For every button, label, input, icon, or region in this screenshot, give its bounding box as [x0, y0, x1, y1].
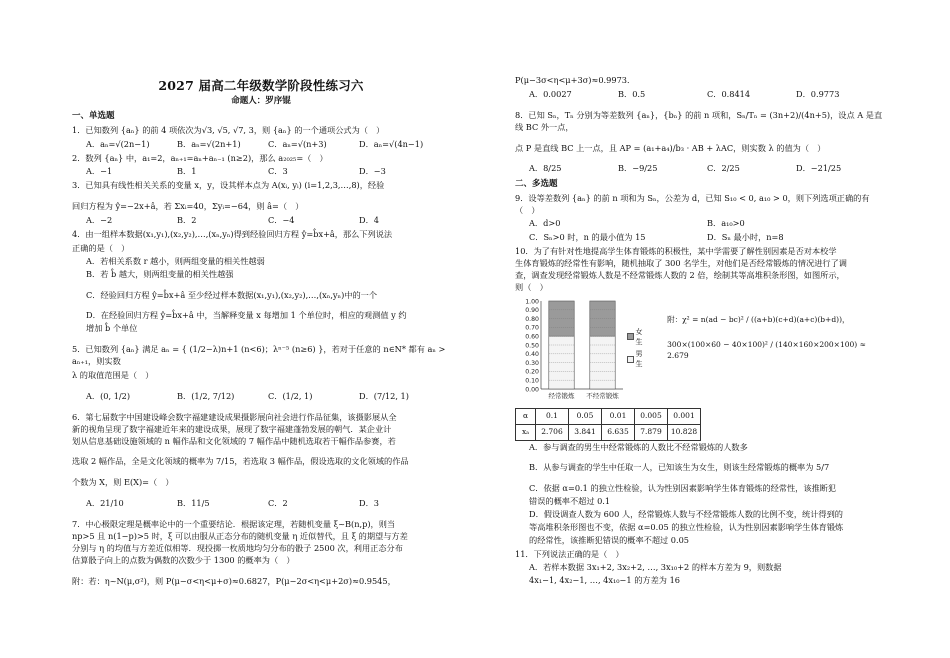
y-tick-label: 0.50 [525, 342, 539, 350]
question-6-line-1: 6．第七届数字中国建设峰会数字福建建设成果摄影展向社会进行作品征集，该摄影展从全 [72, 411, 397, 422]
legend-label-female: 女生 [635, 327, 643, 346]
x-category-label: 不经常锻炼 [586, 391, 619, 400]
question-6-line-5: 个数为 X，则 E(X)=（ ） [72, 477, 174, 488]
y-tick-label: 0.70 [525, 324, 539, 332]
option-b: B．a₁₀>0 [707, 218, 745, 229]
x-category-label: 经常锻炼 [548, 391, 575, 400]
question-7-continuation: P(μ−3σ<η<μ+3σ)≈0.9973． [515, 75, 636, 85]
question-3-line-2: 回归方程为 ŷ=−2x+â，若 Σxᵢ=40，Σyᵢ=−64，则 â=（ ） [72, 201, 304, 212]
table-cell: 0.001 [668, 408, 701, 424]
table-cell: 7.879 [635, 424, 668, 440]
option-a: A．0.0027 [529, 88, 572, 99]
y-tick-label: 0.40 [525, 350, 539, 358]
y-tick-label: 0.60 [525, 333, 539, 341]
question-6-line-3: 划从信息基础设施领域的 n 幅作品和文化领域的 7 幅作品中随机选取若干幅作品参赛，若 [72, 435, 396, 446]
question-7-line-4: 估算骰子向上的点数为偶数的次数少于 1300 的概率为（ ） [72, 554, 295, 565]
option-b: B．aₙ=√(2n+1) [177, 138, 241, 149]
y-tick-label: 1.00 [525, 298, 539, 306]
question-9-line-2: （ ） [515, 204, 540, 215]
table-row [516, 408, 701, 424]
option-c: C．−4 [268, 215, 295, 226]
y-tick-label: 0.90 [525, 306, 539, 314]
section-single-choice: 一、单选题 [72, 111, 115, 122]
y-tick-label: 0.30 [525, 359, 539, 367]
option-d: D．aₙ=√(4n−1) [359, 138, 424, 149]
question-7-line-1: 7．中心极限定理是概率论中的一个重要结论．根据该定理，若随机变量 ξ~B(n,p)，则当 [72, 519, 396, 530]
question-8-options [515, 163, 885, 175]
author-line: 命题人：罗序锟 [231, 96, 291, 107]
table-cell: 10.828 [668, 424, 701, 440]
question-2: 2．数列 {aₙ} 中，a₁=2，aₙ₊₁=aₙ+aₙ₋₁ (n≥2)，那么 a₂₀₂₅=（ ） [72, 152, 328, 163]
question-1-options [72, 139, 450, 151]
question-10-line-3: 查，调查发现经常锻炼人数是不经常锻炼人数的 2 倍，绘制其等高堆积条形图，如图所示， [515, 270, 845, 280]
question-10-option-b: B．从参与调查的学生中任取一人，已知该生为女生，则该生经常锻炼的概率为 5/7 [529, 462, 830, 473]
question-4-option-d-line-1: D．在经验回归方程 ŷ=b̂x+â 中，当解释变量 x 每增加 1 个单位时，相应的观测值 y 约 [86, 310, 407, 321]
option-a: A．aₙ=√(2n−1) [86, 138, 150, 149]
question-10-line-1: 10．为了有针对性地提高学生体育锻炼的积极性，某中学需要了解性别因素是否对本校学 [515, 246, 837, 257]
option-b: B．−9/25 [618, 163, 658, 174]
question-4-option-b: B．若 b̂ 越大，则两组变量的相关性越强 [86, 268, 234, 279]
question-5-options [72, 391, 450, 403]
legend-swatch-male [627, 356, 634, 363]
table-cell: 2.706 [536, 424, 569, 440]
question-3-options [72, 215, 450, 227]
question-8-line-1: 8．已知 Sₙ，Tₙ 分别为等差数列 {aₙ}，{bₙ} 的前 n 项和，Sₙ/Tₙ = (3n+2)/(4n+5)，设点 A 是直线 BC 外一点， [515, 109, 883, 132]
option-b: B．11/5 [177, 498, 210, 509]
option-b: B．0.5 [618, 88, 646, 99]
question-4-option-c: C．经验回归方程 ŷ=b̂x+â 至少经过样本数据(x₁,y₁),(x₂,y₂),…,(xₙ,yₙ)中的一个 [86, 289, 378, 300]
question-3-line-1: 3．已知具有线性相关关系的变量 x，y，设其样本点为 A(xᵢ, yᵢ) (i=1,2,3,…,8)，经验 [72, 180, 385, 191]
question-1: 1．已知数列 {aₙ} 的前 4 项依次为√3, √5, √7, 3，则 {aₙ} 的一个通项公式为（ ） [72, 124, 385, 135]
question-11-option-a-line-1: A．若样本数据 3x₁+2, 3x₂+2, …, 3x₁₀+2 的样本方差为 9，则数据 [529, 561, 782, 572]
right-column [515, 0, 885, 658]
question-4-option-d-line-2: 增加 b̂ 个单位 [86, 323, 138, 334]
question-7-line-5: 附：若：η~N(μ,σ²)，则 P(μ−σ<η<μ+σ)≈0.6827，P(μ−2σ<η<μ+2σ)≈0.9545， [72, 575, 396, 586]
table-cell: 6.635 [602, 424, 635, 440]
option-b: B．(1/2, 7/12) [177, 390, 235, 401]
question-7-options [515, 89, 885, 101]
question-4-option-a: A．若相关系数 r 越小，则两组变量的相关性越弱 [86, 255, 265, 266]
question-4-line-2: 正确的是（ ） [72, 242, 130, 253]
question-6-line-4: 选取 2 幅作品，全是文化领域的概率为 7/15，若选取 3 幅作品，假设选取的文化领域的作品 [72, 456, 409, 467]
chi-square-formula [667, 315, 885, 362]
legend-label-male: 男生 [635, 350, 643, 369]
y-tick-label: 0.80 [525, 315, 539, 323]
document-title: 2027 届高二年级数学阶段性练习六 [158, 78, 364, 93]
question-10-option-a: A．参与调查的男生中经常锻炼的人数比不经常锻炼的人数多 [529, 441, 748, 452]
option-c: C．2/25 [707, 163, 740, 174]
option-a: A．−1 [86, 166, 113, 177]
question-9-options-cd [515, 232, 885, 244]
legend-item-male [627, 349, 650, 369]
y-tick-label: 0.00 [525, 386, 539, 394]
option-b: B．2 [177, 215, 197, 226]
question-4-line-1: 4．由一组样本数据(x₁,y₁),(x₂,y₂),…,(xₙ,yₙ)得到经验回归方程 ŷ=b̂x+â，那么下列说法 [72, 228, 393, 239]
question-5-line-2: λ 的取值范围是（ ） [72, 370, 154, 380]
question-6-options [72, 498, 450, 510]
legend-item-female [627, 327, 650, 347]
critical-value-table [515, 408, 701, 441]
question-9-options-ab [515, 218, 885, 230]
question-10-option-d-line-3: 的经常性，该推断犯错误的概率不超过 0.05 [529, 534, 690, 545]
table-cell: 0.05 [569, 408, 602, 424]
formula-definition: 附：χ² = n(ad − bc)² / ((a+b)(c+d)(a+c)(b+d))， [667, 314, 850, 324]
stacked-bar-chart [515, 297, 625, 405]
question-10-option-c-line-1: C．依据 α=0.1 的独立性检验，认为性别因素影响学生体育锻炼的经常性，该推断犯 [529, 483, 837, 494]
question-10-option-c-line-2: 错误的概率不超过 0.1 [529, 496, 611, 507]
option-d: D．Sₙ 最小时，n=8 [707, 232, 784, 243]
legend-swatch-female [627, 333, 634, 340]
option-a: A．21/10 [86, 498, 124, 509]
option-a: A．(0, 1/2) [86, 390, 131, 401]
table-row [516, 424, 701, 440]
question-10-option-d-line-2: 等高堆积条形图也不变，依据 α=0.05 的独立性检验，认为性别因素影响学生体育锻炼 [529, 521, 844, 532]
option-d: D．4 [359, 215, 379, 226]
option-d: D．3 [359, 498, 379, 509]
option-c: C．(1/2, 1) [268, 390, 313, 401]
question-7-line-3: 分别与 η 的均值与方差近似相等．现投掷一枚质地均匀分布的骰子 2500 次，利用正态分布 [72, 542, 403, 553]
question-5-line-1: 5．已知数列 {aₙ} 满足 aₙ = { (1/2−λ)n+1 (n<6)；λⁿ⁻⁵ (n≥6) }，若对于任意的 n∈N* 都有 aₙ > aₙ₊₁，则实数 [72, 344, 446, 367]
chart-legend [627, 327, 650, 372]
table-cell: α [516, 408, 536, 424]
table-cell: 0.005 [635, 408, 668, 424]
option-d: D．0.9773 [796, 88, 840, 99]
option-c: C．aₙ=√(n+3) [268, 138, 327, 149]
section-multi-choice: 二、多选题 [515, 179, 558, 190]
formula-calculation: 300×(100×60 − 40×100)² / (140×160×200×100) ≈ 2.679 [667, 339, 866, 360]
question-8-line-2: 点 P 是直线 BC 上一点，且 AP = (a₁+a₄)/b₃ · AB + λAC，则实数 λ 的值为（ ） [515, 142, 826, 153]
option-c: C．0.8414 [707, 88, 751, 99]
question-10-option-d-line-1: D．假设调查人数为 600 人，经常锻炼人数与不经常锻炼人数的比例不变，统计得到的 [529, 509, 843, 520]
option-c: C．3 [268, 166, 288, 177]
table-cell: 3.841 [569, 424, 602, 440]
option-c: C．2 [268, 498, 288, 509]
option-a: A．−2 [86, 215, 113, 226]
question-11-option-a-line-2: 4x₁−1, 4x₂−1, …, 4x₁₀−1 的方差为 16 [529, 574, 680, 585]
stacked-bar-chart-area [515, 297, 885, 405]
y-tick-label: 0.20 [525, 368, 539, 376]
question-10-line-4: 则（ ） [515, 281, 548, 292]
question-7-line-2: np>5 且 n(1−p)>5 时，ξ 可以由服从正态分布的随机变量 η 近似替代，且 ξ 的期望与方差 [72, 531, 408, 542]
option-c: C．Sₙ>0 时，n 的最小值为 15 [529, 232, 646, 243]
option-d: D．−21/25 [796, 163, 842, 174]
question-2-options [72, 166, 450, 178]
question-11-line-1: 11．下列说法正确的是（ ） [515, 548, 624, 559]
option-a: A．8/25 [529, 163, 562, 174]
left-column [72, 0, 450, 658]
table-cell: 0.1 [536, 408, 569, 424]
y-tick-label: 0.10 [525, 377, 539, 385]
option-d: D．−3 [359, 166, 386, 177]
option-d: D．(7/12, 1) [359, 390, 409, 401]
question-10-line-2: 生体育锻炼的经常性有影响，随机抽取了 300 名学生，对他们是否经常锻炼的情况进行了调 [515, 258, 847, 269]
question-9-line-1: 9．设等差数列 {aₙ} 的前 n 项和为 Sₙ，公差为 d，已知 S₁₀ < 0, a₁₀ > 0，则下列选项正确的有 [515, 192, 870, 203]
option-b: B．1 [177, 166, 197, 177]
option-a: A．d>0 [529, 218, 561, 229]
table-cell: xₐ [516, 424, 536, 440]
table-cell: 0.01 [602, 408, 635, 424]
question-6-line-2: 新的视角呈现了数字福建近年来的建设成果，展现了数字福建蓬勃发展的朝气．某企业计 [72, 423, 392, 434]
